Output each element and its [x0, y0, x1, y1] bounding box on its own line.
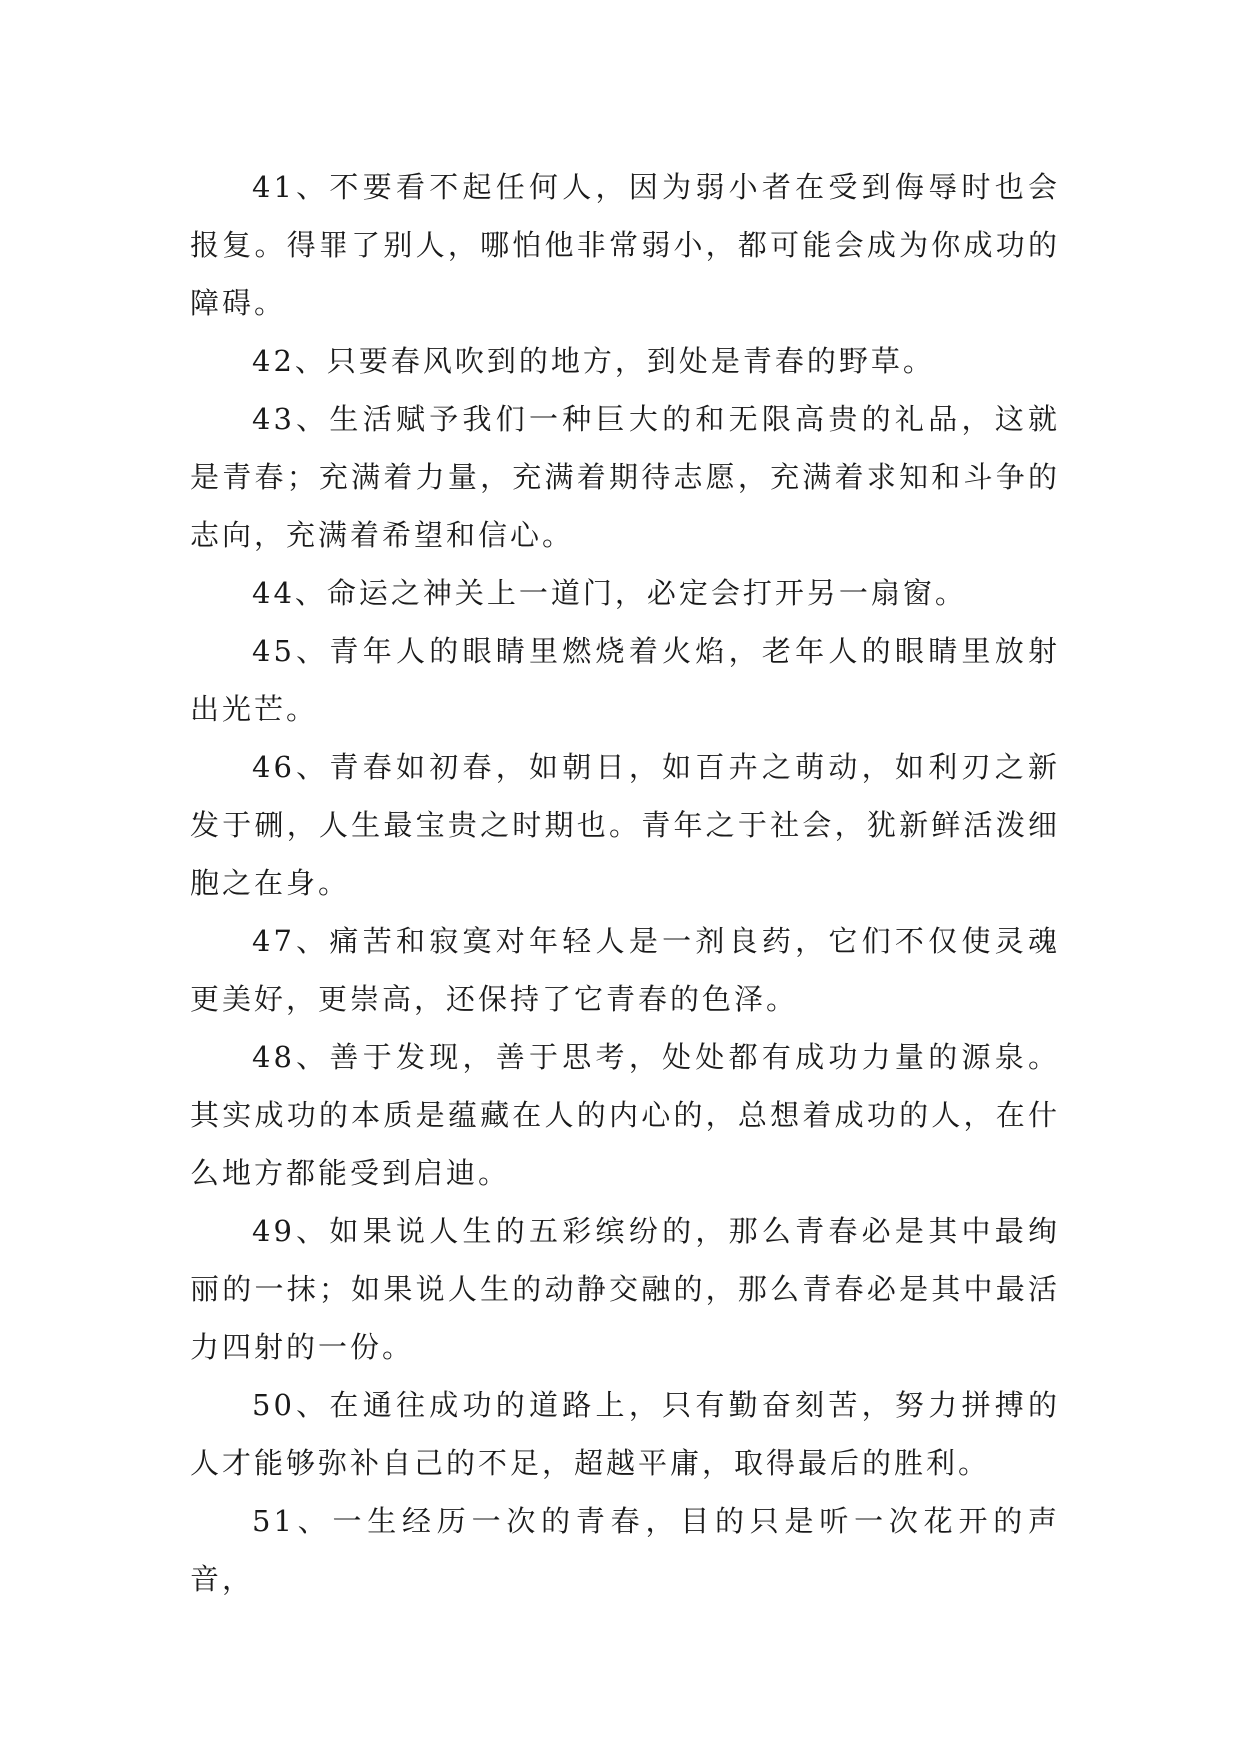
quote-paragraph-42: 42、只要春风吹到的地方，到处是青春的野草。: [252, 344, 935, 378]
quote-paragraph-43: 43、生活赋予我们一种巨大的和无限高贵的礼品，这就是青春；充满着力量，充满着期待志愿，充满着求知和斗争的志向，充满着希望和信心。: [190, 402, 1060, 552]
quote-paragraph-48: 48、善于发现，善于思考，处处都有成功力量的源泉。其实成功的本质是蕴藏在人的内心的，总想着成功的人，在什么地方都能受到启迪。: [190, 1040, 1060, 1190]
quote-paragraph-51: 51、一生经历一次的青春，目的只是听一次花开的声音，: [190, 1504, 1060, 1596]
quote-paragraph-47: 47、痛苦和寂寞对年轻人是一剂良药，它们不仅使灵魂更美好，更崇高，还保持了它青春的色泽。: [190, 924, 1060, 1016]
quote-paragraph-46: 46、青春如初春，如朝日，如百卉之萌动，如利刃之新发于硎，人生最宝贵之时期也。青年之于社会，犹新鲜活泼细胞之在身。: [190, 750, 1060, 900]
quote-paragraph-44: 44、命运之神关上一道门，必定会打开另一扇窗。: [252, 576, 967, 610]
quote-paragraph-41: 41、不要看不起任何人，因为弱小者在受到侮辱时也会报复。得罪了别人，哪怕他非常弱小，都可能会成为你成功的障碍。: [190, 170, 1060, 320]
quote-paragraph-45: 45、青年人的眼睛里燃烧着火焰，老年人的眼睛里放射出光芒。: [190, 634, 1060, 726]
quote-paragraph-50: 50、在通往成功的道路上，只有勤奋刻苦，努力拼搏的人才能够弥补自己的不足，超越平庸，取得最后的胜利。: [190, 1388, 1060, 1480]
quote-paragraph-49: 49、如果说人生的五彩缤纷的，那么青春必是其中最绚丽的一抹；如果说人生的动静交融的，那么青春必是其中最活力四射的一份。: [190, 1214, 1060, 1364]
document-body: [190, 158, 1060, 1608]
